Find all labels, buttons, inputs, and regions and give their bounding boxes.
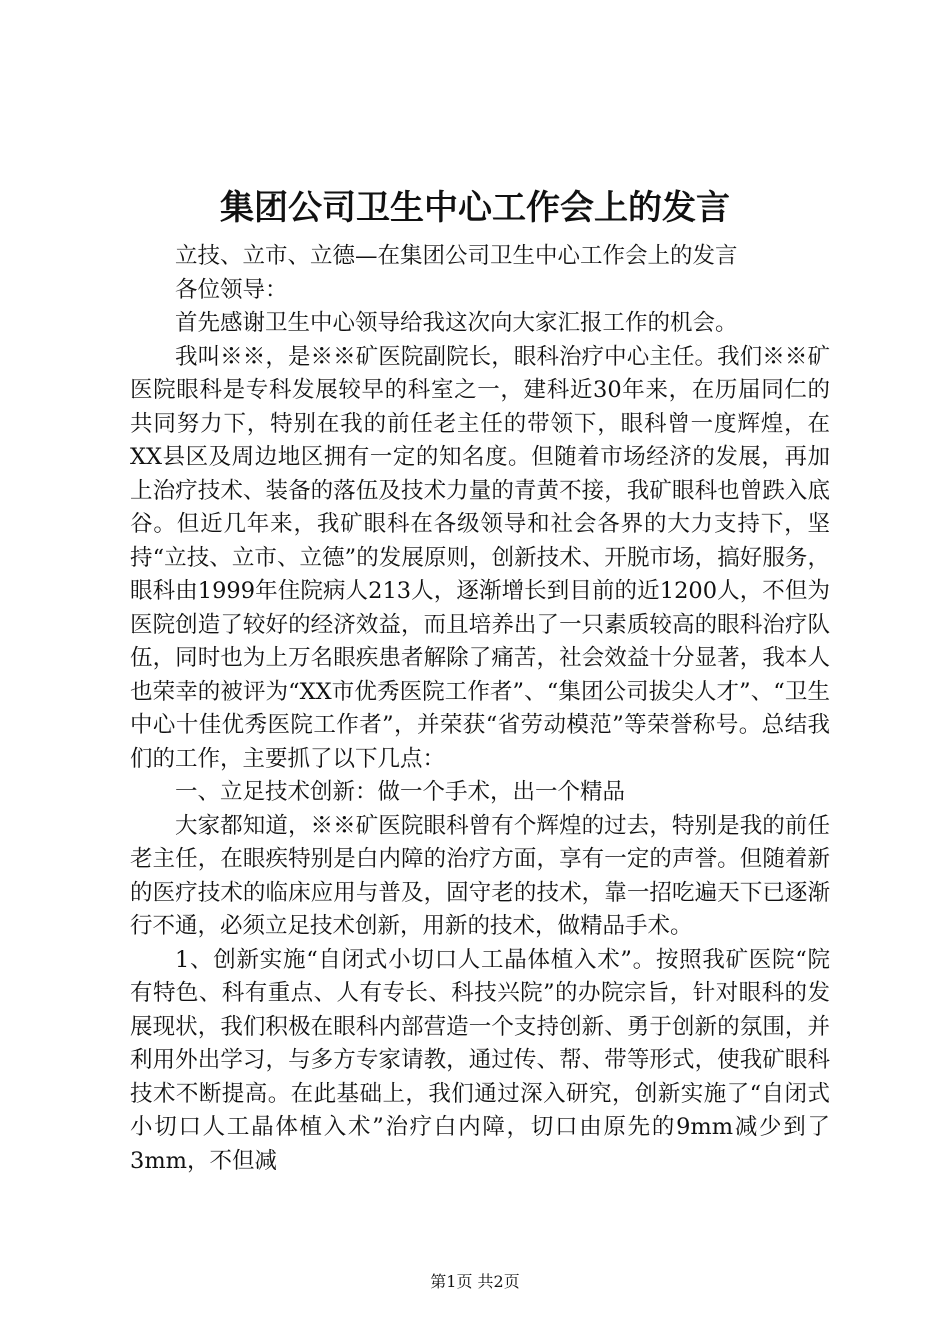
body-paragraph: 大家都知道，※※矿医院眼科曾有个辉煌的过去，特别是我的前任老主任，在眼疾特别是白内障的治疗方面，享有一定的声誉。但随着新的医疗技术的临床应用与普及，固守老的技术，靠一招吃遍天下已逐渐行不通，必须立足技术创新，用新的技术，做精品手术。 [130,812,830,939]
salutation-paragraph: 各位领导： [175,276,288,303]
body-paragraph: 我叫※※，是※※矿医院副院长，眼科治疗中心主任。我们※※矿医院眼科是专科发展较早的科室之一，建科近30年来，在历届同仁的共同努力下，特别在我的前任老主任的带领下，眼科曾一度辉煌，在XX县区及周边地区拥有一定的知名度。但随着市场经济的发展，再加上治疗技术、装备的落伍及技术力量的青黄不接，我矿眼科也曾跌入底谷。但近几年来，我矿眼科在各级领导和社会各界的大力支持下，坚持“立技、立市、立德”的发展原则，创新技术、开脱市场，搞好服务，眼科由1999年住院病人213人，逐渐增长到目前的近1200人，不但为医院创造了较好的经济效益，而且培养出了一只素质较高的眼科治疗队伍，同时也为上万名眼疾患者解除了痛苦，社会效益十分显著，我本人也荣幸的被评为“XX市优秀医院工作者”、“集团公司拔尖人才”、“卫生中心十佳优秀医院工作者”，并荣获“省劳动模范”等荣誉称号。总结我们的工作，主要抓了以下几点： [130,343,830,772]
section-heading: 一、立足技术创新：做一个手术，出一个精品 [175,779,626,805]
body-paragraph: 首先感谢卫生中心领导给我这次向大家汇报工作的机会。 [175,310,738,336]
document-body [130,240,830,1178]
subtitle-paragraph: 立技、立市、立德—在集团公司卫生中心工作会上的发言 [175,243,738,269]
page-title: 集团公司卫生中心工作会上的发言 [220,188,730,228]
body-paragraph: 1、创新实施“自闭式小切口人工晶体植入术”。按照我矿医院“院有特色、科有重点、人有专长、科技兴院”的办院宗旨，针对眼科的发展现状，我们积极在眼科内部营造一个支持创新、勇于创新的氛围，并利用外出学习，与多方专家请教，通过传、帮、带等形式，使我矿眼科技术不断提高。在此基础上，我们通过深入研究，创新实施了“自闭式小切口人工晶体植入术”治疗白内障，切口由原先的9mm减少到了3mm，不但减 [130,946,830,1174]
page-footer: 第1页 共2页 [430,1272,520,1291]
